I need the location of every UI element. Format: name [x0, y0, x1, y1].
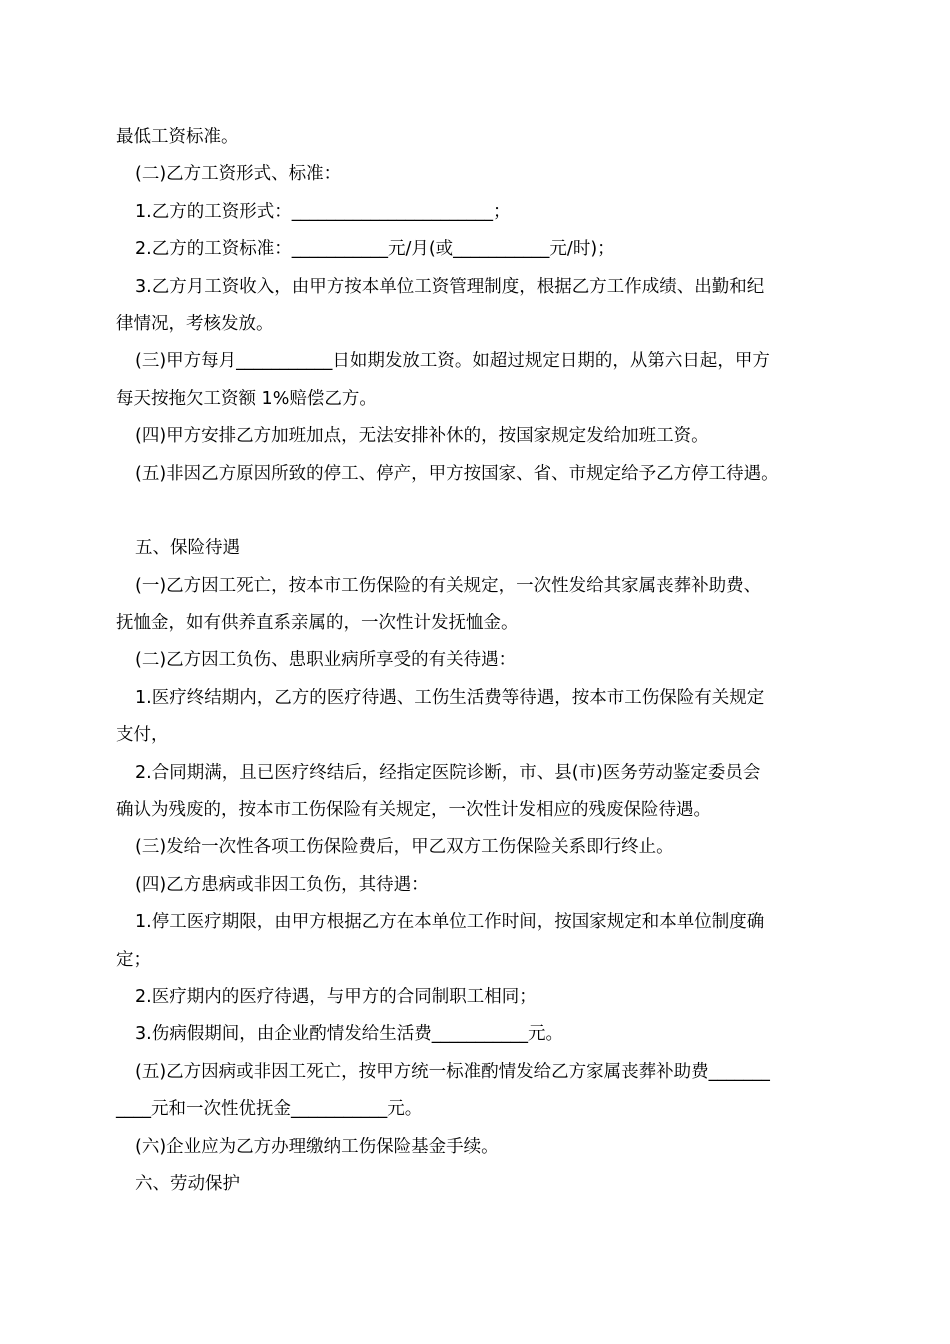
section-heading: 五、保险待遇: [135, 538, 240, 559]
clause-line: (三)甲方每月___________日如期发放工资。如超过规定日期的，从第六日起，甲方: [135, 351, 770, 372]
paragraph-line: 每天按拖欠工资额 1%赔偿乙方。: [116, 388, 377, 409]
paragraph-gap: [116, 493, 856, 530]
clause-line: (五)非因乙方原因所致的停工、停产，甲方按国家、省、市规定给予乙方停工待遇。: [135, 463, 779, 484]
clause-line: 2.合同期满，且已医疗终结后，经指定医院诊断，市、县(市)医务劳动鉴定委员会: [135, 762, 761, 783]
clause-line: 2.乙方的工资标准：___________元/月(或___________元/时)；: [135, 239, 615, 260]
clause-line: (六)企业应为乙方办理缴纳工伤保险基金手续。: [135, 1136, 499, 1157]
clause-line: 3.伤病假期间，由企业酌情发给生活费___________元。: [135, 1024, 563, 1045]
clause-line: 3.乙方月工资收入，由甲方按本单位工资管理制度，根据乙方工作成绩、出勤和纪: [135, 276, 765, 297]
clause-line: 1.乙方的工资形式：_______________________；: [135, 201, 511, 222]
clause-line: (四)甲方安排乙方加班加点，无法安排补休的，按国家规定发给加班工资。: [135, 426, 709, 447]
clause-line: (四)乙方患病或非因工负伤，其待遇：: [135, 874, 429, 895]
paragraph-line: 最低工资标准。: [116, 127, 239, 147]
clause-line: 1.停工医疗期限，由甲方根据乙方在本单位工作时间，按国家规定和本单位制度确: [135, 912, 765, 933]
paragraph-line: 支付，: [116, 725, 169, 746]
clause-line: 2.医疗期内的医疗待遇，与甲方的合同制职工相同；: [135, 986, 537, 1007]
paragraph-line: 定；: [116, 949, 151, 970]
section-heading: (二)乙方工资形式、标准：: [135, 164, 342, 185]
document-body: [116, 119, 856, 1203]
paragraph-line: ____元和一次性优抚金___________元。: [116, 1099, 423, 1120]
section-heading: 六、劳动保护: [135, 1173, 240, 1194]
clause-line: (五)乙方因病或非因工死亡，按甲方统一标准酌情发给乙方家属丧葬补助费_______: [135, 1061, 770, 1082]
clause-line: 1.医疗终结期内，乙方的医疗待遇、工伤生活费等待遇，按本市工伤保险有关规定: [135, 687, 765, 708]
paragraph-line: 抚恤金，如有供养直系亲属的，一次性计发抚恤金。: [116, 613, 519, 634]
paragraph-line: 确认为残废的，按本市工伤保险有关规定，一次性计发相应的残废保险待遇。: [116, 800, 711, 821]
clause-line: (三)发给一次性各项工伤保险费后，甲乙双方工伤保险关系即行终止。: [135, 837, 674, 858]
clause-line: (一)乙方因工死亡，按本市工伤保险的有关规定，一次性发给其家属丧葬补助费、: [135, 575, 762, 596]
paragraph-line: 律情况，考核发放。: [116, 313, 274, 334]
clause-line: (二)乙方因工负伤、患职业病所享受的有关待遇：: [135, 650, 517, 671]
